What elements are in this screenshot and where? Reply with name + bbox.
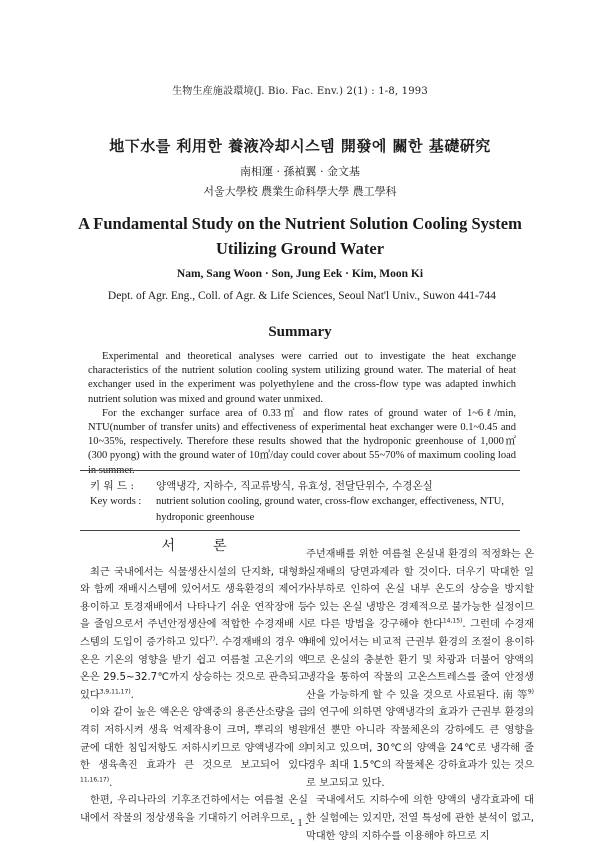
page-number: - 1 - [291, 818, 309, 829]
authors-english: Nam, Sang Woon · Son, Jung Eek · Kim, Moon Ki [176, 268, 424, 280]
intro-paragraph-3-continued: 주년재배를 위한 여름철 온실내 환경의 적정화는 온실재배의 당면과제라 할 것이다. 더우기 막대한 일사부하로 인하여 온실 내부 온도의 상승을 방지할 수 있는 온실 냉방은 경제적으로 불가능한 실정이므로 다른 방법을 강구해야 한다$^{14,15)}$. 그런데 수경재배에 있어서는 비교적 근권부 환경의 조절이 용이하므로 온실의 충분한 환기 및 차광과 더불어 양액의 냉각을 통하여 작물의 고온스트레스를 줄여 안정생산을 가능하게 할 수 있을 것으로 사료된다. 南 等$^{9)}$의 연구에 의하면 양액냉각의 효과가 근권부 환경의 개선 뿐만 아니라 작물체온의 강하에도 큰 영향을 미치고 있으며, 30℃의 양액을 24℃로 냉각해 줄 경우 최대 1.5℃의 작물체온 강하효과가 있는 것으로 보고되고 있다. [306, 549, 535, 789]
paper-title-english: A Fundamental Study on the Nutrient Solution Cooling System Utilizing Ground Water [78, 214, 522, 258]
intro-left-column [80, 538, 308, 828]
keywords-english-value: nutrient solution cooling, ground water, cross-flow exchanger, effectiveness, NTU, [156, 496, 504, 507]
keywords-english-label: Key words : [90, 496, 142, 507]
intro-right-column [306, 546, 534, 845]
paper-title-korean: 地下水를 利用한 養液冷却시스템 開發에 關한 基礎硏究 [109, 137, 491, 155]
running-head: 生物生産施設環境(J. Bio. Fac. Env.) 2(1) : 1-8, 1993 [172, 86, 428, 97]
intro-paragraph-1: 최근 국내에서는 식물생산시설의 단지화, 대형화와 함께 재배시스템에 있어서도 생육환경의 제어가 용이하고 토경재배에서 나타나기 쉬운 연작장애 등을 줄임으로서 주년안정생산에 적합한 수경재배 시스템의 도입이 증가하고 있다$^{7)}$. 수경재배의 경우 액온은 기온의 영향을 받기 쉽고 여름철 고온기의 액온은 29.5~32.7℃까지 상승하는 것으로 관측되고 있다$^{3,9,11,17)}$. [80, 566, 309, 701]
keywords-english-value-continued: hydroponic greenhouse [156, 512, 255, 523]
intro-paragraph-2: 이와 같이 높은 액온은 양액중의 용존산소량을 급격히 저하시켜 생육 억제작용이 크며, 뿌리의 병원균에 대한 침입저항도 저하시키므로 양액냉각에 의한 생육촉진 효과가 큰 것으로 보고되어 있다$^{11,16,17)}$. [80, 707, 308, 789]
summary-paragraph-2: For the exchanger surface area of 0.33㎡ and flow rates of ground water of 1~6ℓ/min, NTU(number of transfer units) and effectiveness of experimental heat exchanger were 0.1~0.45 and 10~35%, respectively. Therefore these results showed that the hydroponic greenhouse of 1,000㎡(300 pyong) with the ground water of 10㎥/day could cover about 55~70% of maximum cooling load in summer. [88, 407, 516, 476]
affiliation-korean: 서울大學校 農業生命科學大學 農工學科 [203, 185, 397, 198]
affiliation-english: Dept. of Agr. Eng., Coll. of Agr. & Life Sciences, Seoul Nat'l Univ., Suwon 441-744 [107, 290, 497, 302]
keywords-top-rule [80, 470, 520, 471]
summary-paragraph-1: Experimental and theoretical analyses were carried out to investigate the heat exchange characteristics of the nutrient solution cooling system utilizing ground water. The material of heat exchanger used in the experiment was polyethylene and the cross-flow type was adapted inwhich nutrient solution was mixed and ground water unmixed. [88, 351, 516, 405]
summary-heading: Summary [268, 324, 332, 340]
intro-heading: 서론 [161, 538, 265, 554]
authors-korean: 南相運 · 孫禎翼 · 金文基 [240, 165, 360, 178]
keywords-korean [90, 478, 530, 494]
keywords-korean-label: 키 워 드 : [90, 480, 134, 492]
keywords-korean-value: 양액냉각, 지하수, 직교류방식, 유효성, 전달단위수, 수경온실 [156, 480, 433, 492]
keywords-bottom-rule [80, 530, 520, 531]
keywords-english [90, 494, 530, 526]
intro-paragraph-4: 국내에서도 지하수에 의한 양액의 냉각효과에 대한 실험예는 있지만, 전열 특성에 관한 분석이 없고, 막대한 양의 지하수를 이용해야 하므로 지 [306, 795, 534, 842]
intro-paragraph-3: 한편, 우리나라의 기후조건하에서는 여름철 온실내에서 작물의 정상생육을 기대하기 어려우므로, [80, 795, 308, 824]
summary-body [88, 350, 516, 478]
